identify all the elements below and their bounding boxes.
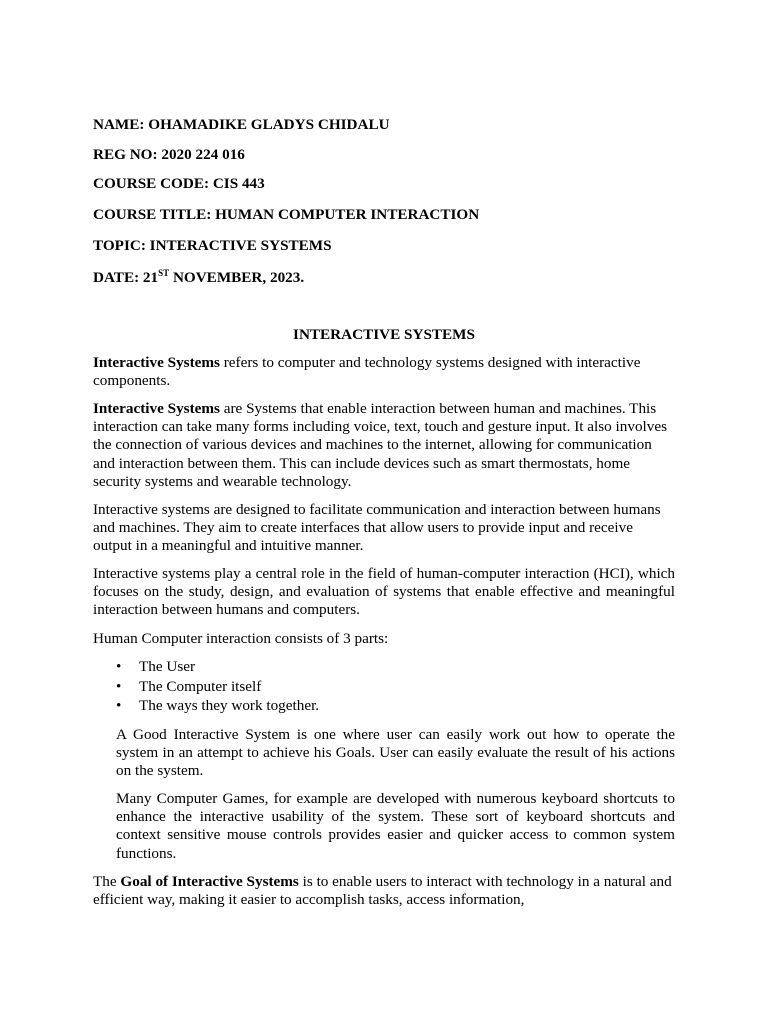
paragraph-text: The (93, 873, 121, 890)
paragraph-text: are Systems that enable interaction between human and machines. This interaction can take many forms including voice, text, touch and gesture input. It also involves the connection of various devices and machines to the internet, allowing for communication and interaction between them. This can include devices such as smart thermostats, home security systems and wearable technology. (93, 400, 668, 490)
list-item (116, 657, 319, 677)
list-item-text: The Computer itself (139, 677, 262, 695)
paragraph-games-example: Many Computer Games, for example are developed with numerous keyboard shortcuts to enhance the interactive usability of the system. These sort of keyboard shortcuts and context sensitive mouse controls provides easier and quicker access to common system functions. (116, 790, 675, 862)
date-prefix: DATE: 21 (93, 269, 159, 286)
paragraph-definition (93, 354, 675, 390)
paragraph-hci-role: Interactive systems play a central role in the field of human-computer interaction (HCI), which focuses on the study, design, and evaluation of systems that enable effective and meaningful interaction between humans and computers. (93, 565, 675, 619)
term-bold: Goal of Interactive Systems (120, 873, 299, 890)
hci-parts-list (116, 657, 319, 716)
course-code: COURSE CODE: CIS 443 (93, 175, 265, 192)
term-bold: Interactive Systems (93, 400, 220, 417)
list-item (116, 677, 319, 697)
term-bold: Interactive Systems (93, 354, 220, 371)
paragraph-goal (93, 873, 675, 909)
paragraph-hci-parts: Human Computer interaction consists of 3 parts: (93, 630, 389, 647)
paragraph-interaction (93, 400, 675, 491)
topic: TOPIC: INTERACTIVE SYSTEMS (93, 237, 332, 254)
paragraph-purpose: Interactive systems are designed to facilitate communication and interaction between humans and machines. They aim to create interfaces that allow users to provide input and receive output in a meaningful and intuitive manner. (93, 501, 661, 555)
list-item-text: The User (139, 658, 196, 675)
student-name: NAME: OHAMADIKE GLADYS CHIDALU (93, 116, 390, 133)
bullet-marker: • (116, 658, 122, 675)
paragraph-good-system: A Good Interactive System is one where user can easily work out how to operate the system in an attempt to achieve his Goals. User can easily evaluate the result of his actions on the system. (116, 726, 675, 780)
bullet-marker: • (116, 677, 122, 695)
bullet-marker: • (116, 697, 122, 715)
reg-number: REG NO: 2020 224 016 (93, 146, 245, 163)
list-item-text: The ways they work together. (139, 697, 320, 715)
date-superscript: ST (158, 268, 170, 278)
date-suffix: NOVEMBER, 2023. (169, 269, 305, 286)
date (93, 269, 304, 287)
paragraph-text: is to enable users to interact with technology in a natural and efficient way, making it easier to accomplish tasks, access information, (93, 873, 672, 909)
paragraph-text: refers to computer and technology systems designed with interactive components. (93, 354, 641, 390)
section-title: INTERACTIVE SYSTEMS (293, 326, 475, 343)
list-item (116, 696, 319, 716)
course-title: COURSE TITLE: HUMAN COMPUTER INTERACTION (93, 206, 480, 223)
